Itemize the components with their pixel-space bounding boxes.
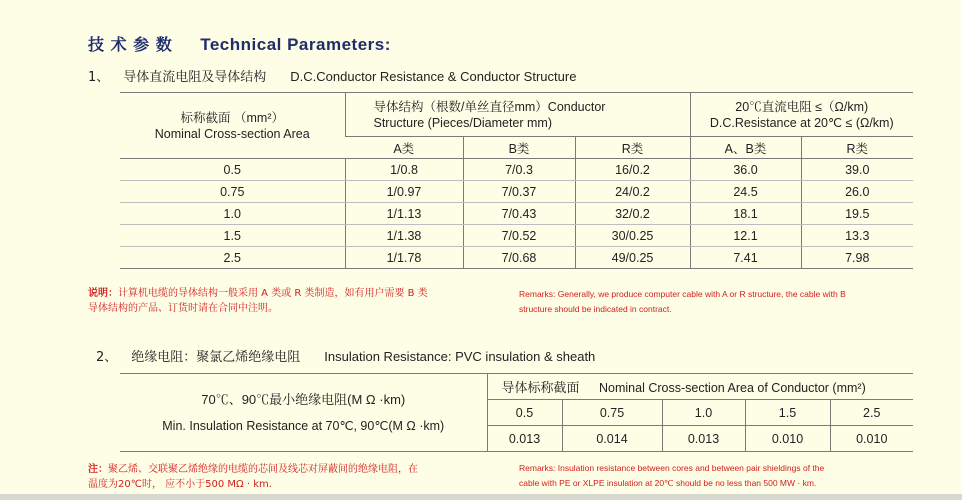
insulation-value-1-5: 0.010 (745, 426, 830, 452)
note-2 (88, 462, 508, 492)
structure-header-line1: 导体结构（根数/单丝直径mm）Conductor (373, 99, 606, 114)
area-1-0: 1.0 (662, 400, 745, 426)
section-1-title-cn: 导体直流电阻及导体结构 (123, 70, 267, 85)
note-2-label: 注： (88, 464, 108, 475)
a-structure-cell: 1/0.8 (345, 159, 463, 181)
note-1-line2: 导体结构的产品、订货时请在合同中注明。 (88, 303, 278, 314)
r-resistance-cell: 7.98 (801, 247, 913, 269)
note-2-line1: 聚乙烯、交联聚乙烯绝缘的电缆的芯间及线芯对屏蔽间的绝缘电阻，在 (108, 464, 418, 475)
area-0-75: 0.75 (562, 400, 662, 426)
remark-2-line2: cable with PE or XLPE insulation at 20℃ should be no less than 500 MW · km. (519, 478, 817, 488)
section-1-number: 1、 (88, 70, 110, 85)
area-0-5: 0.5 (487, 400, 562, 426)
area-conductor-header (487, 374, 913, 400)
area-header-en: Nominal Cross-section Area (154, 126, 310, 141)
table-row (120, 225, 913, 247)
note-1-label: 说明： (88, 288, 118, 299)
resistance-header-line2: D.C.Resistance at 20℃ ≤ (Ω/km) (709, 115, 894, 130)
min-insulation-cn: 70℃、90℃最小绝缘电阻(M Ω ·km) (201, 391, 406, 407)
area-cell: 1.5 (120, 225, 345, 247)
b-structure-cell: 7/0.37 (463, 181, 575, 203)
area-header-cn: 标称截面 （mm²） (180, 110, 284, 125)
r-structure-cell: 32/0.2 (575, 203, 690, 225)
ab-resistance-cell: 12.1 (690, 225, 801, 247)
sub-header-r2: R类 (801, 137, 913, 159)
insulation-value-1-0: 0.013 (662, 426, 745, 452)
sub-header-b: B类 (463, 137, 575, 159)
a-structure-cell: 1/1.13 (345, 203, 463, 225)
section-1-title-en: D.C.Conductor Resistance & Conductor Structure (290, 69, 577, 84)
table-row (120, 159, 913, 181)
section-2-title-en: Insulation Resistance: PVC insulation & sheath (324, 349, 596, 364)
min-insulation-en: Min. Insulation Resistance at 70℃, 90℃(M Ω ·km) (162, 418, 445, 433)
remark-1-line1: Remarks: Generally, we produce computer cable with A or R structure, the cable with B (519, 289, 846, 299)
area-cell: 2.5 (120, 247, 345, 269)
ab-resistance-cell: 18.1 (690, 203, 801, 225)
remark-1 (519, 287, 919, 317)
section-2-title-cn: 绝缘电阻：聚氯乙烯绝缘电阻 (131, 350, 301, 365)
area-cell: 0.75 (120, 181, 345, 203)
a-structure-cell: 1/1.78 (345, 247, 463, 269)
table-row (120, 181, 913, 203)
r-resistance-cell: 26.0 (801, 181, 913, 203)
r-resistance-cell: 19.5 (801, 203, 913, 225)
r-structure-cell: 16/0.2 (575, 159, 690, 181)
sub-header-ab: A、B类 (690, 137, 801, 159)
table-row (120, 203, 913, 225)
b-structure-cell: 7/0.43 (463, 203, 575, 225)
section-1-heading (88, 66, 576, 85)
insulation-value-2-5: 0.010 (830, 426, 913, 452)
area-1-5: 1.5 (745, 400, 830, 426)
remark-2 (519, 461, 919, 491)
note-2-line2: 温度为20℃时， 应不小于500 MΩ · km. (88, 479, 272, 490)
r-resistance-cell: 39.0 (801, 159, 913, 181)
structure-header-line2: Structure (Pieces/Diameter mm) (373, 115, 553, 130)
r-resistance-cell: 13.3 (801, 225, 913, 247)
note-1 (88, 286, 498, 316)
remark-1-line2: structure should be indicated in contract. (519, 304, 672, 314)
b-structure-cell: 7/0.3 (463, 159, 575, 181)
min-insulation-label (120, 374, 487, 452)
title-cn: 技 术 参 数 (88, 35, 173, 54)
area-conductor-header-en: Nominal Cross-section Area of Conductor (mm²) (599, 381, 866, 395)
insulation-value-0-5: 0.013 (487, 426, 562, 452)
r-structure-cell: 24/0.2 (575, 181, 690, 203)
a-structure-cell: 1/1.38 (345, 225, 463, 247)
insulation-table (120, 373, 913, 452)
ab-resistance-cell: 36.0 (690, 159, 801, 181)
section-2-heading (96, 346, 595, 365)
resistance-header (690, 93, 913, 137)
area-cell: 0.5 (120, 159, 345, 181)
area-header (120, 93, 345, 159)
b-structure-cell: 7/0.52 (463, 225, 575, 247)
bottom-divider (0, 494, 962, 500)
page-title (88, 32, 391, 55)
section-2-number: 2、 (96, 350, 118, 365)
r-structure-cell: 49/0.25 (575, 247, 690, 269)
b-structure-cell: 7/0.68 (463, 247, 575, 269)
note-1-line1: 计算机电缆的导体结构一般采用 A 类或 R 类制造，如有用户需要 B 类 (118, 288, 428, 299)
title-en: Technical Parameters: (200, 35, 391, 54)
resistance-header-line1: 20℃直流电阻 ≤（Ω/km) (735, 99, 869, 114)
r-structure-cell: 30/0.25 (575, 225, 690, 247)
insulation-value-0-75: 0.014 (562, 426, 662, 452)
a-structure-cell: 1/0.97 (345, 181, 463, 203)
area-conductor-header-cn: 导体标称截面 (501, 380, 580, 395)
sub-header-r: R类 (575, 137, 690, 159)
remark-2-line1: Remarks: Insulation resistance between cores and between pair shieldings of the (519, 463, 825, 473)
sub-header-a: A类 (345, 137, 463, 159)
structure-header (345, 93, 690, 137)
area-cell: 1.0 (120, 203, 345, 225)
table-row (120, 247, 913, 269)
conductor-table (120, 92, 913, 269)
ab-resistance-cell: 7.41 (690, 247, 801, 269)
area-2-5: 2.5 (830, 400, 913, 426)
ab-resistance-cell: 24.5 (690, 181, 801, 203)
